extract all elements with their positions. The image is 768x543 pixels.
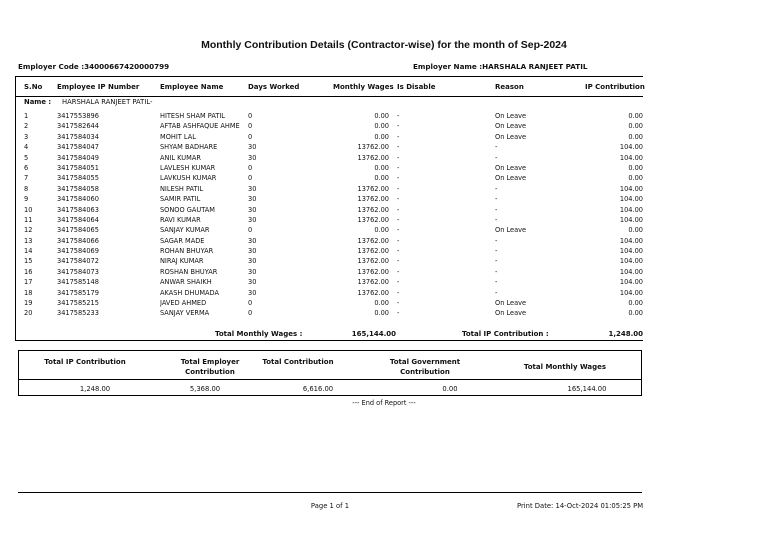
sum-val-total: 6,616.00 [302, 385, 334, 393]
cell-employee-name: LAVLESH KUMAR [160, 163, 216, 172]
table-body [0, 111, 643, 319]
cell-monthly-wages: 0.00 [374, 174, 389, 183]
col-ip-contribution: IP Contribution [585, 83, 645, 91]
cell-ip-contribution: 104.00 [619, 278, 643, 287]
table-row [0, 225, 643, 235]
cell-is-disable: - [397, 184, 400, 193]
cell-employee-name: ROHAN BHUYAR [160, 247, 214, 256]
cell-days-worked: 0 [248, 112, 253, 120]
cell-monthly-wages: 0.00 [374, 122, 389, 131]
cell-ip-contribution: 104.00 [619, 143, 643, 152]
cell-ip-contribution: 104.00 [619, 247, 643, 256]
cell-is-disable: - [397, 299, 400, 308]
cell-monthly-wages: 0.00 [374, 226, 389, 235]
cell-sno: 4 [24, 143, 29, 152]
cell-monthly-wages: 13762.00 [357, 257, 389, 266]
cell-ip-contribution: 104.00 [619, 257, 643, 266]
cell-sno: 18 [24, 288, 33, 297]
cell-employee-name: ROSHAN BHUYAR [160, 267, 218, 276]
table-row [0, 132, 643, 142]
sum-head-ip: Total IP Contribution [44, 358, 126, 366]
cell-employee-name: NILESH PATIL [160, 184, 204, 193]
cell-days-worked: 30 [248, 184, 257, 193]
cell-employee-name: HITESH SHAM PATIL [160, 112, 225, 120]
employer-name: Employer Name :HARSHALA RANJEET PATIL [413, 62, 588, 71]
col-sno: S.No [24, 83, 43, 91]
cell-sno: 2 [24, 122, 29, 131]
footer-divider [18, 492, 642, 493]
cell-employee-name: AFTAB ASHFAQUE AHME [160, 122, 240, 131]
cell-ip-number: 3417584064 [57, 215, 99, 224]
cell-ip-contribution: 104.00 [619, 153, 643, 162]
table-row [0, 215, 643, 225]
group-name-label: Name : [24, 98, 52, 106]
cell-ip-contribution: 0.00 [628, 132, 643, 141]
cell-days-worked: 0 [248, 226, 253, 235]
cell-is-disable: - [397, 174, 400, 183]
cell-ip-number: 3417584034 [57, 132, 99, 141]
cell-reason: - [495, 153, 498, 162]
cell-reason: On Leave [495, 226, 527, 235]
cell-days-worked: 0 [248, 299, 253, 308]
cell-ip-number: 3417582644 [57, 122, 99, 131]
cell-days-worked: 30 [248, 267, 257, 276]
col-reason: Reason [495, 83, 524, 91]
cell-sno: 10 [24, 205, 33, 214]
cell-monthly-wages: 13762.00 [357, 215, 389, 224]
cell-ip-contribution: 0.00 [628, 112, 643, 120]
cell-ip-number: 3417585148 [57, 278, 99, 287]
cell-is-disable: - [397, 226, 400, 235]
cell-employee-name: MOHIT LAL [160, 132, 196, 141]
cell-days-worked: 30 [248, 215, 257, 224]
cell-monthly-wages: 13762.00 [357, 247, 389, 256]
end-of-report: --- End of Report --- [352, 399, 416, 407]
cell-employee-name: JAVED AHMED [160, 299, 207, 308]
cell-sno: 5 [24, 153, 29, 162]
table-row [0, 236, 643, 246]
total-wages-value: 165,144.00 [351, 330, 396, 338]
cell-ip-number: 3417584072 [57, 257, 99, 266]
cell-days-worked: 0 [248, 163, 253, 172]
cell-days-worked: 0 [248, 174, 253, 183]
cell-days-worked: 0 [248, 122, 253, 131]
cell-sno: 14 [24, 247, 33, 256]
table-row [0, 205, 643, 215]
cell-ip-contribution: 104.00 [619, 205, 643, 214]
sum-val-wages: 165,144.00 [567, 385, 607, 393]
table-row [0, 184, 643, 194]
total-ip-value: 1,248.00 [608, 330, 643, 338]
cell-is-disable: - [397, 132, 400, 141]
total-wages-label: Total Monthly Wages : [215, 330, 303, 338]
col-ip-number: Employee IP Number [57, 83, 140, 91]
cell-is-disable: - [397, 143, 400, 152]
col-monthly-wages: Monthly Wages [333, 83, 394, 91]
cell-employee-name: LAVKUSH KUMAR [160, 174, 217, 183]
cell-monthly-wages: 13762.00 [357, 143, 389, 152]
cell-ip-number: 3417584047 [57, 143, 99, 152]
cell-employee-name: NIRAJ KUMAR [160, 257, 204, 266]
cell-employee-name: SAMIR PATIL [160, 195, 201, 204]
cell-employee-name: RAVI KUMAR [160, 215, 201, 224]
cell-monthly-wages: 13762.00 [357, 205, 389, 214]
cell-is-disable: - [397, 288, 400, 297]
employer-code: Employer Code :34000667420000799 [18, 62, 170, 71]
cell-sno: 6 [24, 163, 29, 172]
cell-ip-contribution: 104.00 [619, 184, 643, 193]
cell-ip-number: 3417584058 [57, 184, 99, 193]
col-is-disable: Is Disable [397, 83, 436, 91]
cell-reason: - [495, 195, 498, 204]
cell-days-worked: 0 [248, 309, 253, 318]
cell-ip-number: 3417584051 [57, 163, 99, 172]
sum-val-government: 0.00 [442, 385, 458, 393]
cell-sno: 19 [24, 299, 33, 308]
cell-ip-number: 3417584065 [57, 226, 99, 235]
cell-ip-contribution: 104.00 [619, 195, 643, 204]
cell-reason: - [495, 143, 498, 152]
cell-monthly-wages: 13762.00 [357, 288, 389, 297]
cell-reason: - [495, 288, 498, 297]
cell-sno: 16 [24, 267, 33, 276]
cell-reason: On Leave [495, 163, 527, 172]
cell-is-disable: - [397, 122, 400, 131]
cell-sno: 20 [24, 309, 33, 318]
cell-reason: - [495, 205, 498, 214]
sum-head-employer: Total Employer Contribution [180, 358, 240, 376]
cell-sno: 3 [24, 132, 29, 141]
cell-ip-number: 3417584073 [57, 267, 99, 276]
cell-ip-number: 3417584060 [57, 195, 99, 204]
cell-reason: On Leave [495, 299, 527, 308]
table-row [0, 256, 643, 266]
cell-employee-name: ANIL KUMAR [160, 153, 201, 162]
cell-reason: - [495, 247, 498, 256]
cell-is-disable: - [397, 309, 400, 318]
cell-sno: 9 [24, 195, 29, 204]
table-row [0, 153, 643, 163]
cell-sno: 8 [24, 184, 29, 193]
print-date: Print Date: 14-Oct-2024 01:05:25 PM [517, 502, 644, 510]
table-row [0, 121, 643, 131]
sum-head-wages: Total Monthly Wages [523, 363, 607, 371]
cell-monthly-wages: 13762.00 [357, 195, 389, 204]
sum-head-government: Total Government Contribution [389, 358, 461, 376]
cell-is-disable: - [397, 112, 400, 120]
cell-is-disable: - [397, 205, 400, 214]
cell-employee-name: AKASH DHUMADA [160, 288, 220, 297]
cell-reason: - [495, 278, 498, 287]
cell-sno: 1 [24, 112, 29, 120]
table-row [0, 142, 643, 152]
cell-employee-name: SONOO GAUTAM [160, 205, 215, 214]
cell-reason: - [495, 236, 498, 245]
cell-employee-name: ANWAR SHAIKH [160, 278, 212, 287]
report-title: Monthly Contribution Details (Contractor-wise) for the month of Sep-2024 [201, 39, 567, 51]
header-divider [15, 96, 643, 97]
cell-ip-number: 3417584069 [57, 247, 99, 256]
table-row [0, 267, 643, 277]
cell-is-disable: - [397, 278, 400, 287]
page-number: Page 1 of 1 [310, 502, 350, 510]
cell-monthly-wages: 13762.00 [357, 236, 389, 245]
cell-monthly-wages: 0.00 [374, 309, 389, 318]
cell-days-worked: 0 [248, 132, 253, 141]
cell-is-disable: - [397, 153, 400, 162]
table-row [0, 277, 643, 287]
cell-is-disable: - [397, 195, 400, 204]
cell-ip-contribution: 0.00 [628, 122, 643, 131]
cell-days-worked: 30 [248, 247, 257, 256]
cell-days-worked: 30 [248, 143, 257, 152]
cell-reason: On Leave [495, 174, 527, 183]
cell-sno: 7 [24, 174, 29, 183]
cell-monthly-wages: 13762.00 [357, 267, 389, 276]
cell-ip-contribution: 0.00 [628, 226, 643, 235]
cell-is-disable: - [397, 257, 400, 266]
cell-days-worked: 30 [248, 278, 257, 287]
cell-ip-contribution: 104.00 [619, 267, 643, 276]
table-row [0, 194, 643, 204]
cell-ip-contribution: 0.00 [628, 309, 643, 318]
cell-days-worked: 30 [248, 205, 257, 214]
cell-days-worked: 30 [248, 195, 257, 204]
cell-is-disable: - [397, 236, 400, 245]
group-name-value: HARSHALA RANJEET PATIL- [62, 98, 153, 106]
cell-sno: 15 [24, 257, 33, 266]
cell-is-disable: - [397, 163, 400, 172]
cell-employee-name: SANJAY VERMA [160, 309, 210, 318]
table-row [0, 246, 643, 256]
table-row [0, 288, 643, 298]
cell-days-worked: 30 [248, 257, 257, 266]
cell-ip-contribution: 0.00 [628, 174, 643, 183]
table-row [0, 308, 643, 318]
cell-reason: On Leave [495, 112, 527, 120]
total-ip-label: Total IP Contribution : [462, 330, 549, 338]
cell-ip-number: 3417584055 [57, 174, 99, 183]
cell-employee-name: SAGAR MADE [160, 236, 205, 245]
cell-ip-number: 3417585215 [57, 299, 99, 308]
cell-employee-name: SHYAM BADHARE [160, 143, 218, 152]
cell-days-worked: 30 [248, 236, 257, 245]
cell-is-disable: - [397, 215, 400, 224]
cell-monthly-wages: 0.00 [374, 112, 389, 120]
cell-reason: On Leave [495, 132, 527, 141]
cell-monthly-wages: 0.00 [374, 299, 389, 308]
cell-monthly-wages: 13762.00 [357, 278, 389, 287]
cell-days-worked: 30 [248, 153, 257, 162]
table-row [0, 111, 643, 121]
sum-val-ip: 1,248.00 [79, 385, 111, 393]
cell-reason: - [495, 215, 498, 224]
cell-ip-number: 3417584066 [57, 236, 99, 245]
sum-val-employer: 5,368.00 [189, 385, 221, 393]
cell-sno: 11 [24, 215, 33, 224]
cell-ip-number: 3417585233 [57, 309, 99, 318]
cell-ip-number: 3417584049 [57, 153, 99, 162]
cell-reason: - [495, 184, 498, 193]
cell-monthly-wages: 0.00 [374, 132, 389, 141]
col-employee-name: Employee Name [160, 83, 224, 91]
cell-ip-contribution: 104.00 [619, 288, 643, 297]
cell-ip-number: 3417553896 [57, 112, 99, 120]
cell-monthly-wages: 13762.00 [357, 153, 389, 162]
cell-ip-contribution: 104.00 [619, 236, 643, 245]
table-row [0, 298, 643, 308]
cell-reason: - [495, 267, 498, 276]
cell-ip-contribution: 0.00 [628, 299, 643, 308]
cell-sno: 12 [24, 226, 33, 235]
cell-monthly-wages: 0.00 [374, 163, 389, 172]
summary-divider [18, 379, 642, 380]
cell-ip-contribution: 104.00 [619, 215, 643, 224]
cell-reason: On Leave [495, 309, 527, 318]
table-row [0, 173, 643, 183]
cell-reason: - [495, 257, 498, 266]
cell-reason: On Leave [495, 122, 527, 131]
col-days-worked: Days Worked [248, 83, 300, 91]
cell-is-disable: - [397, 267, 400, 276]
sum-head-total: Total Contribution [262, 358, 334, 366]
cell-ip-number: 3417585179 [57, 288, 99, 297]
cell-is-disable: - [397, 247, 400, 256]
table-row [0, 163, 643, 173]
cell-sno: 13 [24, 236, 33, 245]
cell-sno: 17 [24, 278, 33, 287]
cell-days-worked: 30 [248, 288, 257, 297]
cell-ip-contribution: 0.00 [628, 163, 643, 172]
cell-employee-name: SANJAY KUMAR [160, 226, 210, 235]
cell-monthly-wages: 13762.00 [357, 184, 389, 193]
cell-ip-number: 3417584063 [57, 205, 99, 214]
